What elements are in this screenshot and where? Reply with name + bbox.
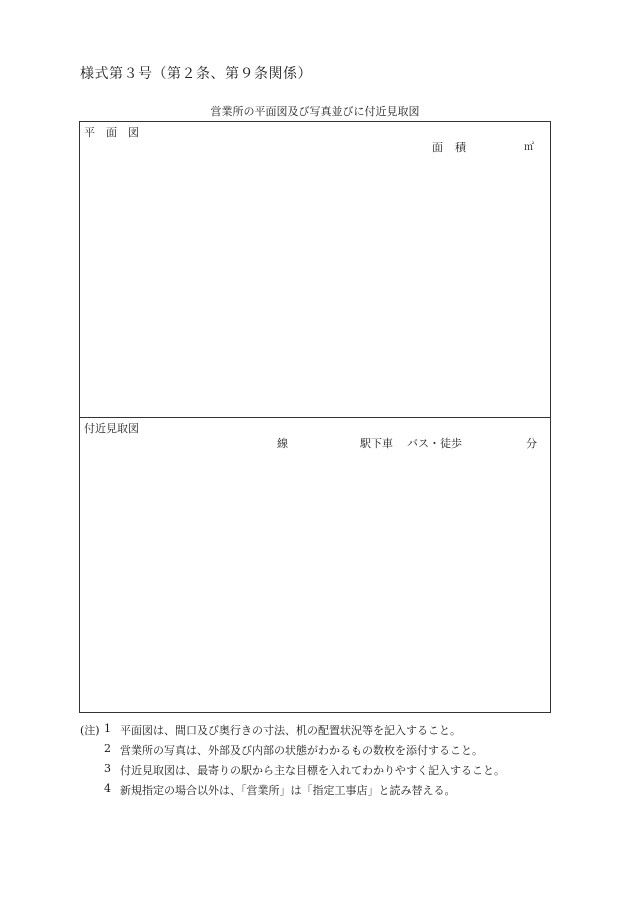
form-number: 様式第３号（第２条、第９条関係） <box>80 66 312 82</box>
floor-plan-label: 平 面 図 <box>84 126 139 139</box>
vicinity-map-label: 付近見取図 <box>84 422 139 435</box>
area-label: 面 積 <box>432 141 467 154</box>
minutes-label: 分 <box>526 437 537 450</box>
note-number: 1 <box>104 722 111 735</box>
note-number: 4 <box>104 782 111 795</box>
notes-section <box>80 722 550 802</box>
bus-walk-label: バス・徒歩 <box>407 437 462 450</box>
area-unit: ㎡ <box>524 142 534 153</box>
note-number: 3 <box>104 762 111 775</box>
note-prefix: (注) <box>80 724 100 737</box>
note-item <box>80 742 550 762</box>
note-item <box>80 762 550 782</box>
note-number: 2 <box>104 742 111 755</box>
document-title: 営業所の平面図及び写真並びに付近見取図 <box>210 105 420 118</box>
floor-plan-section[interactable] <box>80 122 550 418</box>
note-text: 平面図は、間口及び奥行きの寸法、机の配置状況等を記入すること。 <box>120 724 461 737</box>
vicinity-map-section[interactable] <box>80 418 550 712</box>
train-line-label: 線 <box>277 437 288 450</box>
note-item <box>80 722 550 742</box>
note-item <box>80 782 550 802</box>
note-text: 営業所の写真は、外部及び内部の状態がわかるもの数枚を添付すること。 <box>120 744 483 757</box>
form-box <box>79 121 551 713</box>
station-label: 駅下車 <box>360 437 393 450</box>
note-text: 新規指定の場合以外は、「営業所」は「指定工事店」と読み替える。 <box>120 784 456 797</box>
note-text: 付近見取図は、最寄りの駅から主な目標を入れてわかりやすく記入すること。 <box>120 764 505 777</box>
